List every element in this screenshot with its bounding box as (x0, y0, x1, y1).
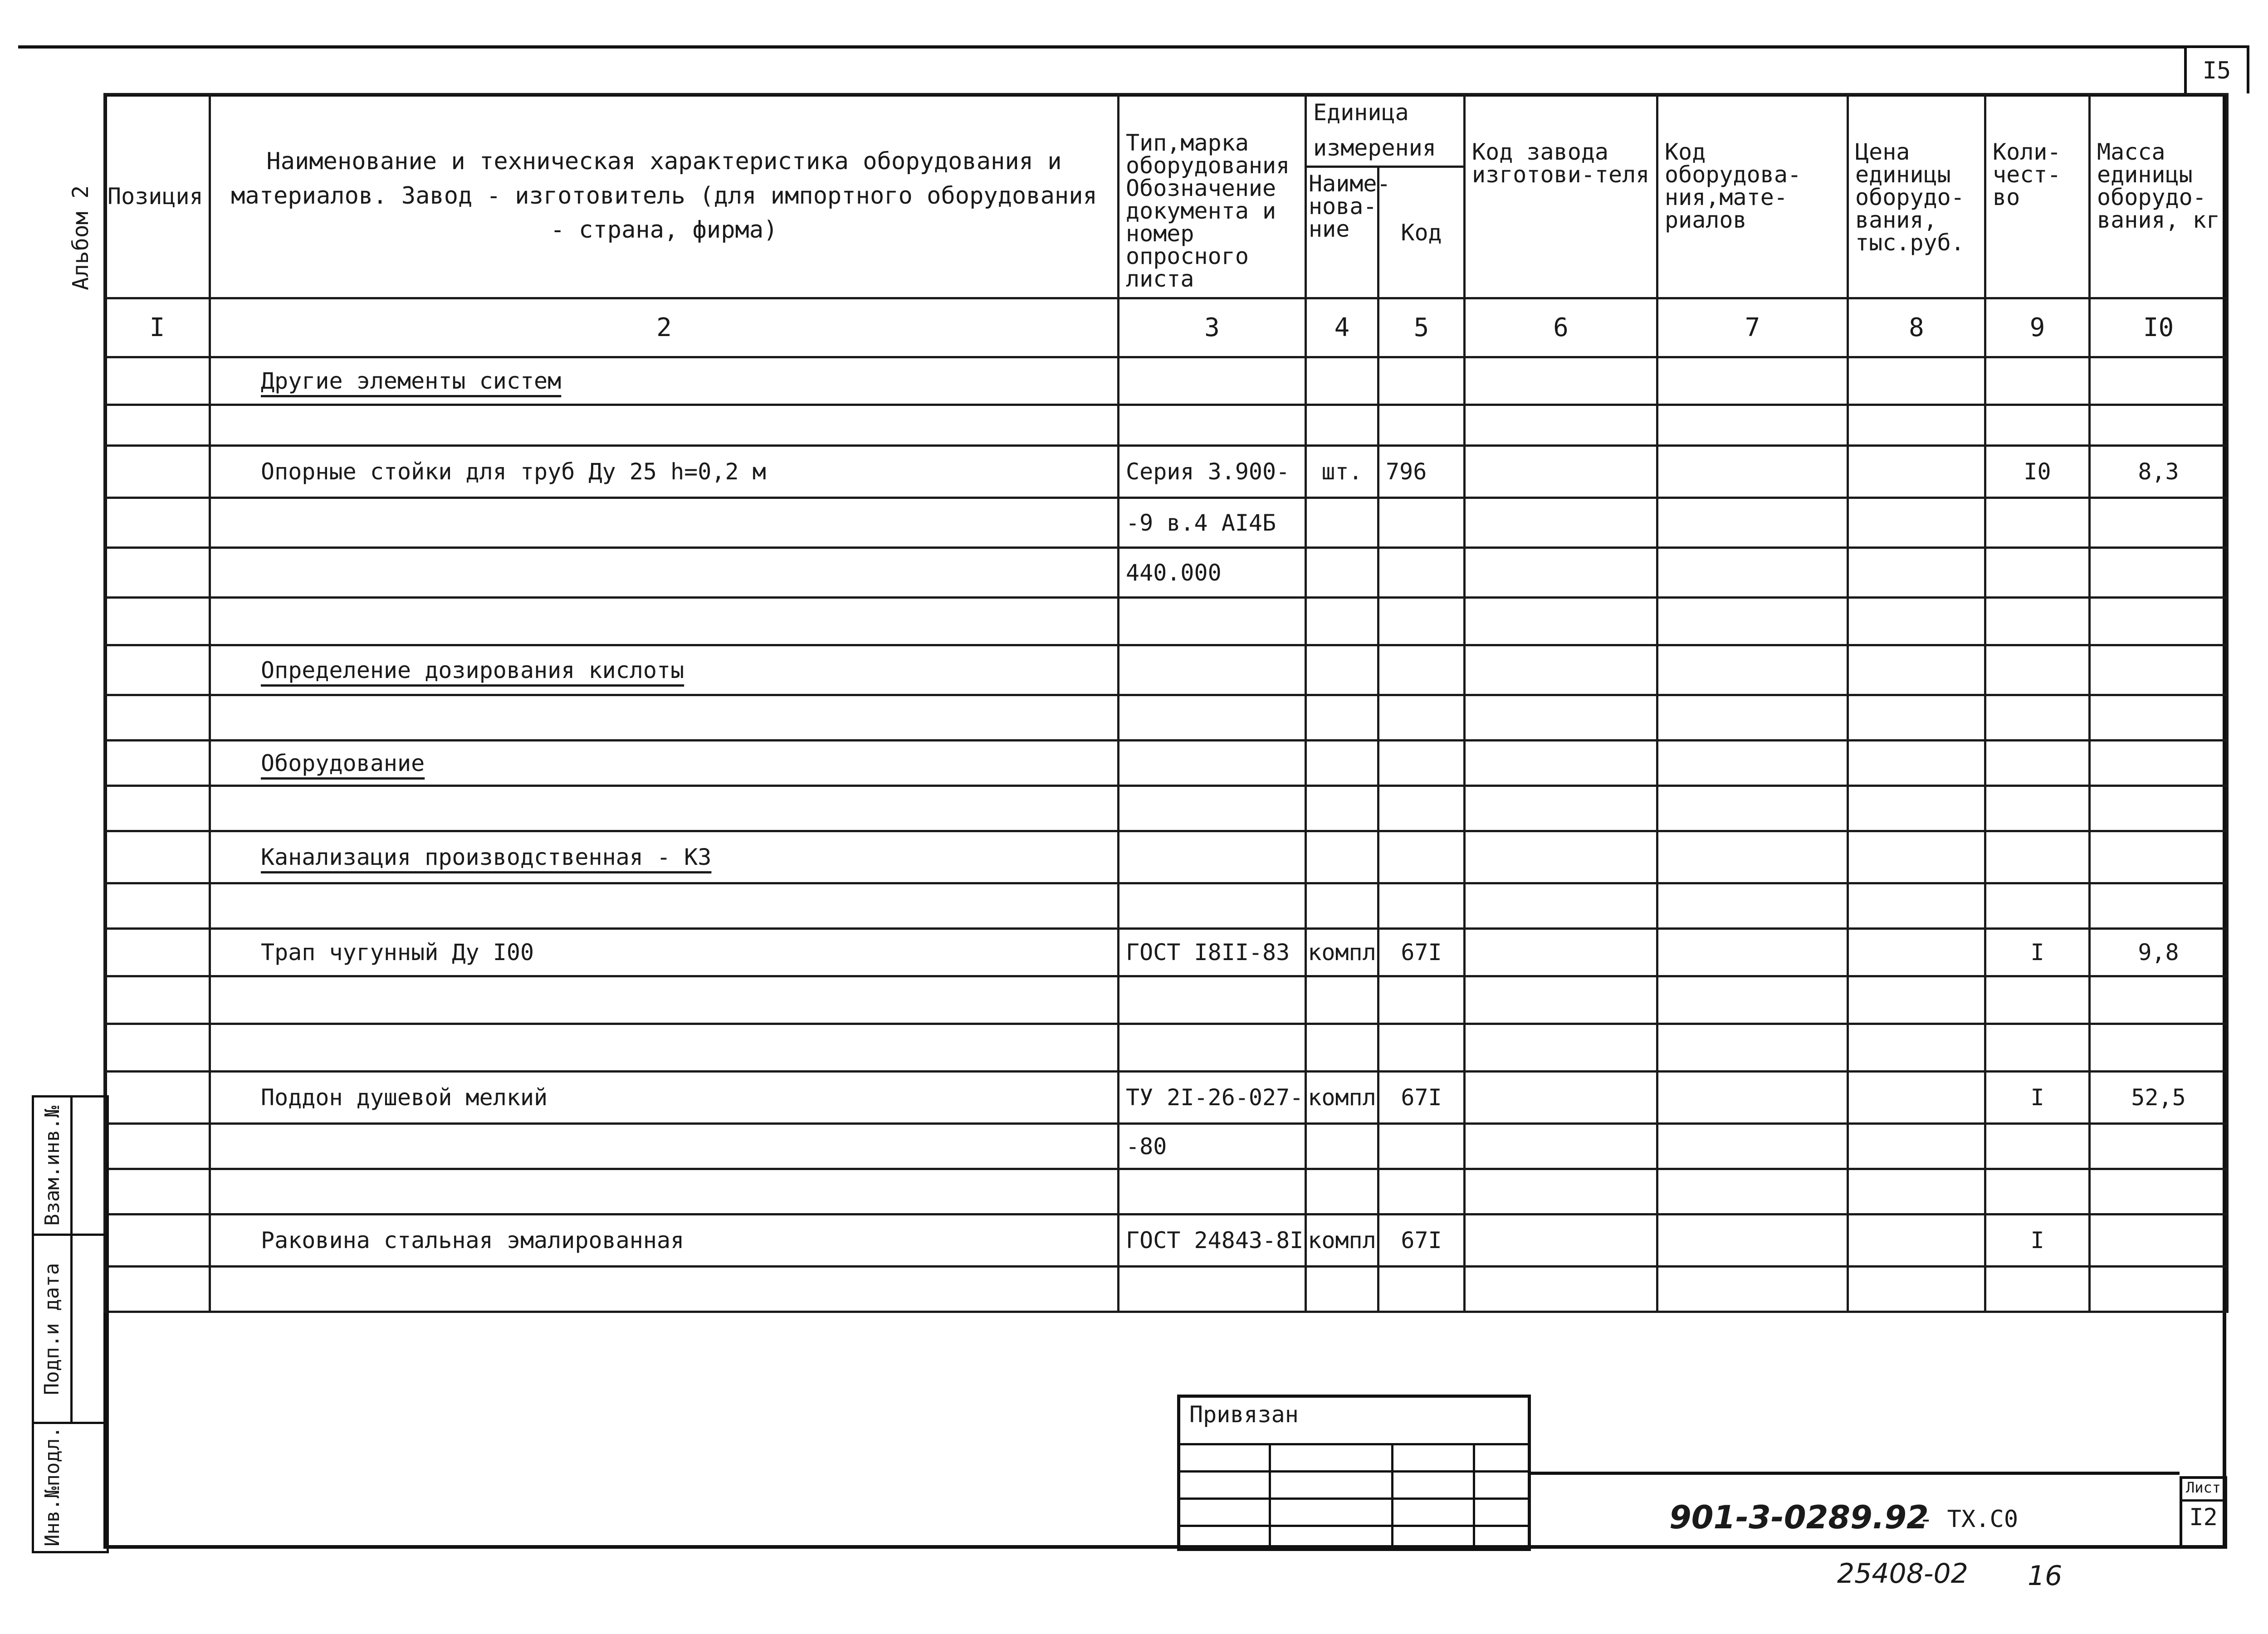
column-number: I0 (2090, 298, 2228, 357)
equipment-spec-table (103, 93, 2229, 1313)
side-stamp (32, 1095, 109, 1553)
col-header-unit-group: Единица измерения (1306, 94, 1465, 167)
item-name: Раковина стальная эмалированная (210, 1215, 1119, 1267)
item-name: Трап чугунный Ду I00 (210, 929, 1119, 976)
document-code: 901-3-0289.92 (1669, 1499, 1929, 1536)
column-number: 3 (1119, 298, 1306, 357)
sheet-label: Лист (2182, 1479, 2224, 1502)
item-unit: компл (1306, 1072, 1378, 1124)
table-row (105, 1169, 2228, 1215)
side-stamp-signature-date: Подп.и дата (34, 1236, 70, 1424)
section-title: Другие элементы систем (210, 357, 1119, 405)
item-name: Поддон душевой мелкий (210, 1072, 1119, 1124)
col-header-name: Наименование и техническая характеристика оборудования и материалов. Завод - изготовитель (для импортного оборудования - страна, фирма) (210, 94, 1119, 298)
sheet-number: I5 (2184, 45, 2249, 93)
sheet-value: I2 (2189, 1504, 2218, 1531)
table-row (105, 695, 2228, 741)
item-quantity: I0 (1985, 446, 2090, 498)
col-header-maker-code: Код завода изготови-теля (1465, 94, 1657, 298)
archive-number: 25408-02 (1837, 1558, 1968, 1590)
table-row (105, 446, 2228, 498)
column-number: 2 (210, 298, 1119, 357)
table-row (105, 1267, 2228, 1312)
stamp-label: Привязан (1189, 1401, 1299, 1428)
column-number: 9 (1985, 298, 2090, 357)
table-row (105, 831, 2228, 883)
table-row (105, 976, 2228, 1024)
column-number: 7 (1657, 298, 1848, 357)
table-row (105, 405, 2228, 446)
col-header-mass: Масса единицы оборудо-вания, кг (2090, 94, 2228, 298)
item-mass: 9,8 (2090, 929, 2228, 976)
col-header-position: Позиция (105, 94, 210, 298)
item-quantity: I (1985, 929, 2090, 976)
table-row (105, 1124, 2228, 1169)
side-stamp-original-inv: Инв.№подл. (40, 1426, 64, 1546)
col-header-equipment-code: Код оборудова-ния,мате-риалов (1657, 94, 1848, 298)
table-row (105, 1024, 2228, 1072)
item-mass: 8,3 (2090, 446, 2228, 498)
col-header-quantity: Коли-чест-во (1985, 94, 2090, 298)
section-title: Канализация производственная - К3 (210, 831, 1119, 883)
item-name: Опорные стойки для труб Ду 25 h=0,2 м (210, 446, 1119, 498)
item-type: ТУ 2I-26-027- (1119, 1072, 1306, 1124)
column-number: 8 (1848, 298, 1985, 357)
title-block-rule (1531, 1472, 2180, 1475)
column-numbers-row (105, 298, 2228, 357)
item-unit: компл (1306, 1215, 1378, 1267)
table-row (105, 929, 2228, 976)
table-row (105, 357, 2228, 405)
item-mass: 52,5 (2090, 1072, 2228, 1124)
column-number: 5 (1378, 298, 1465, 357)
side-stamp-replaced-inv: Взам.инв.№ (34, 1097, 70, 1236)
item-unit-code: 796 (1378, 446, 1465, 498)
item-unit-code: 67I (1378, 929, 1465, 976)
item-unit: шт. (1306, 446, 1378, 498)
table-row (105, 598, 2228, 645)
item-type-cont: -9 в.4 АI4Б (1119, 498, 1306, 548)
table-row (105, 498, 2228, 548)
page-number: 16 (2028, 1560, 2063, 1592)
item-unit-code: 67I (1378, 1072, 1465, 1124)
item-unit-code: 67I (1378, 1215, 1465, 1267)
section-title: Оборудование (210, 741, 1119, 786)
column-number: 6 (1465, 298, 1657, 357)
table-row (105, 786, 2228, 831)
binding-stamp (1177, 1395, 1531, 1551)
col-header-type: Тип,марка оборудования Обозначение документа и номер опросного листа (1119, 94, 1306, 298)
item-unit: компл (1306, 929, 1378, 976)
col-header-price: Цена единицы оборудо-вания, тыс.руб. (1848, 94, 1985, 298)
table-row (105, 1215, 2228, 1267)
table-row (105, 741, 2228, 786)
col-header-unit-name: Наиме-нова-ние (1306, 167, 1378, 298)
sheet-box (2180, 1476, 2227, 1549)
top-rule (18, 45, 2186, 49)
table-row (105, 1072, 2228, 1124)
item-type: Серия 3.900- (1119, 446, 1306, 498)
item-quantity: I (1985, 1072, 2090, 1124)
column-number: I (105, 298, 210, 357)
item-type-cont: -80 (1119, 1124, 1306, 1169)
table-row (105, 548, 2228, 598)
column-number: 4 (1306, 298, 1378, 357)
table-row (105, 645, 2228, 695)
item-type-cont: 440.000 (1119, 548, 1306, 598)
item-quantity: I (1985, 1215, 2090, 1267)
item-type: ГОСТ I8II-83 (1119, 929, 1306, 976)
document-suffix: - ТХ.С0 (1919, 1506, 2019, 1533)
section-title: Определение дозирования кислоты (210, 645, 1119, 695)
album-label: Альбом 2 (68, 185, 93, 290)
col-header-unit-code: Код (1378, 167, 1465, 298)
item-type: ГОСТ 24843-8I (1119, 1215, 1306, 1267)
table-row (105, 883, 2228, 929)
